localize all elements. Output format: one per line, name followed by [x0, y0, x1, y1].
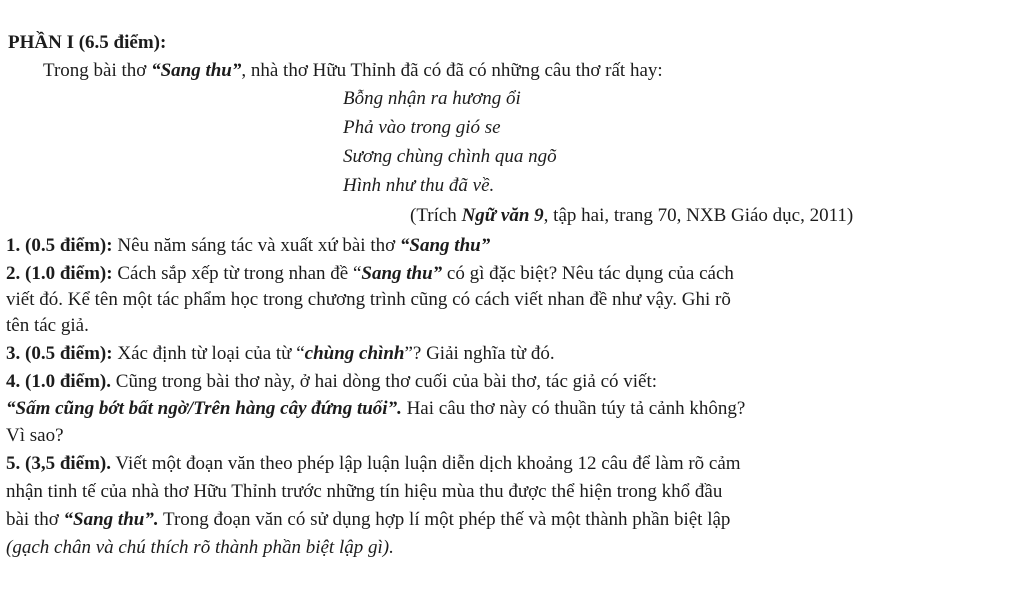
question-3-label: 3. (0.5 điểm):	[6, 343, 113, 364]
question-2-text-a: Cách sắp xếp từ trong nhan đề “	[112, 263, 362, 284]
citation	[410, 203, 853, 229]
question-4-line-2	[6, 396, 745, 422]
question-5-line-3	[6, 507, 730, 533]
question-5-line-4: (gạch chân và chú thích rõ thành phần biệt lập gì).	[6, 537, 394, 558]
intro-post: , nhà thơ Hữu Thỉnh đã có đã có những câu thơ rất hay:	[241, 60, 663, 81]
intro-pre: Trong bài thơ	[43, 60, 152, 81]
section-title: PHẦN I (6.5 điểm):	[8, 32, 167, 53]
question-3-text-a: Xác định từ loại của từ “	[112, 343, 305, 364]
question-5-line-3-a: bài thơ	[6, 509, 64, 530]
question-2-label: 2. (1.0 điểm):	[6, 263, 113, 284]
question-5-label: 5. (3,5 điểm).	[6, 453, 112, 474]
question-2	[6, 261, 734, 287]
citation-post: , tập hai, trang 70, NXB Giáo dục, 2011)	[543, 205, 854, 226]
question-5-title: “Sang thu”.	[63, 509, 159, 530]
question-1	[6, 233, 490, 259]
question-4-label: 4. (1.0 điểm).	[6, 371, 112, 392]
question-4-text-b: Hai câu thơ này có thuần túy tả cảnh không?	[401, 398, 746, 419]
question-4-quote: “Sấm cũng bớt bất ngờ/Trên hàng cây đứng tuổi”.	[6, 398, 402, 419]
question-2-line-2: viết đó. Kể tên một tác phẩm học trong chương trình cũng có cách viết nhan đề như vậy. Ghi rõ	[6, 289, 731, 310]
question-2-line-3: tên tác giả.	[6, 315, 89, 336]
poem-line-4: Hình như thu đã về.	[343, 175, 495, 196]
question-1-text: Nêu năm sáng tác và xuất xứ bài thơ	[112, 235, 400, 256]
question-2-text-b: có gì đặc biệt? Nêu tác dụng của cách	[442, 263, 734, 284]
poem-line-3: Sương chùng chình qua ngõ	[343, 146, 557, 167]
question-3-word: chùng chình	[304, 343, 405, 364]
poem-line-2: Phả vào trong gió se	[343, 117, 501, 138]
poem-line-1: Bỗng nhận ra hương ổi	[343, 88, 521, 109]
question-5-line-3-b: Trong đoạn văn có sử dụng hợp lí một phép thế và một thành phần biệt lập	[158, 509, 731, 530]
question-5-text: Viết một đoạn văn theo phép lập luận luận diễn dịch khoảng 12 câu để làm rõ cảm	[111, 453, 741, 474]
question-3-text-b: ”? Giải nghĩa từ đó.	[404, 343, 555, 364]
question-1-label: 1. (0.5 điểm):	[6, 235, 113, 256]
citation-book: Ngữ văn 9	[461, 205, 544, 226]
question-4-text: Cũng trong bài thơ này, ở hai dòng thơ cuối của bài thơ, tác giả có viết:	[111, 371, 658, 392]
question-1-title: “Sang thu”	[399, 235, 491, 256]
question-2-title: Sang thu”	[361, 263, 443, 284]
question-3	[6, 341, 555, 367]
citation-pre: (Trích	[410, 205, 462, 226]
question-5-line-2: nhận tinh tế của nhà thơ Hữu Thỉnh trước những tín hiệu mùa thu được thể hiện trong khổ đầu	[6, 481, 723, 502]
question-4	[6, 369, 657, 395]
intro-poem-title: “Sang thu”	[151, 60, 242, 81]
question-5	[6, 451, 741, 477]
question-4-line-3: Vì sao?	[6, 425, 64, 446]
intro-paragraph	[43, 58, 663, 84]
